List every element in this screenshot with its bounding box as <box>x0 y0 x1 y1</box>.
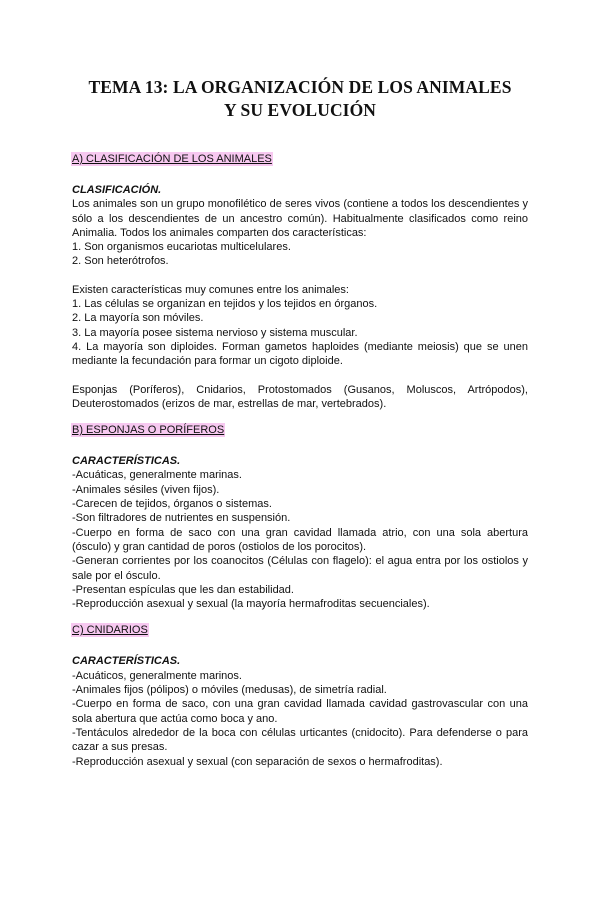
sponge-traits-list <box>72 468 528 611</box>
animal-groups: Esponjas (Poríferos), Cnidarios, Protostomados (Gusanos, Moluscos, Artrópodos), Deuterostomados (erizos de mar, estrellas de mar, vertebrados). <box>72 383 528 410</box>
section-c-heading: C) CNIDARIOS <box>72 624 148 637</box>
list-item: -Cuerpo en forma de saco con una gran cavidad llamada atrio, con una sola abertura (ósculo) y gran cantidad de poros (ostiolos de los porocitos). <box>72 526 528 553</box>
list-item: -Acuáticos, generalmente marinos. <box>72 669 242 682</box>
section-a-subheading: CLASIFICACIÓN. <box>72 184 162 196</box>
common-traits-intro: Existen características muy comunes entre los animales: <box>72 283 349 296</box>
list-item: -Son filtradores de nutrientes en suspensión. <box>72 512 291 525</box>
section-b <box>72 420 528 611</box>
list-item: 4. La mayoría son diploides. Forman gametos haploides (mediante meiosis) que se unen mediante la fecundación para formar un cigoto diploide. <box>72 340 528 368</box>
list-item: -Acuáticas, generalmente marinas. <box>72 469 242 482</box>
section-b-subheading: CARACTERÍSTICAS. <box>72 455 181 468</box>
list-item: -Cuerpo en forma de saco, con una gran cavidad llamada cavidad gastrovascular con una sola abertura que actúa como boca y ano. <box>72 698 528 725</box>
cnidarian-traits-list <box>72 669 528 769</box>
list-item: -Animales sésiles (viven fijos). <box>72 483 220 496</box>
title-line-2: Y SU EVOLUCIÓN <box>223 100 377 120</box>
list-item: 1. Son organismos eucariotas multicelulares. <box>72 241 291 254</box>
list-item: -Generan corrientes por los coanocitos (Células con flagelo): el agua entra por los ostiolos y sale por el ósculo. <box>72 555 528 582</box>
section-b-heading: B) ESPONJAS O PORÍFEROS <box>72 424 225 437</box>
list-item: 2. La mayoría son móviles. <box>72 312 204 325</box>
list-item: -Carecen de tejidos, órganos o sistemas. <box>72 498 272 511</box>
document-title <box>72 76 528 122</box>
section-c-subheading: CARACTERÍSTICAS. <box>72 655 181 668</box>
list-item: -Reproducción asexual y sexual (la mayoría hermafroditas secuenciales). <box>72 598 430 611</box>
section-c <box>72 620 528 768</box>
list-item: -Reproducción asexual y sexual (con separación de sexos o hermafroditas). <box>72 755 443 768</box>
section-a-heading: A) CLASIFICACIÓN DE LOS ANIMALES <box>72 153 272 165</box>
common-traits-list <box>72 297 528 368</box>
list-item: 2. Son heterótrofos. <box>72 255 169 268</box>
list-item: -Tentáculos alrededor de la boca con células urticantes (cnidocito). Para defenderse o para cazar a sus presas. <box>72 726 528 754</box>
shared-traits-list <box>72 240 528 269</box>
list-item: 1. Las células se organizan en tejidos y los tejidos en órganos. <box>72 298 378 311</box>
list-item: -Animales fijos (pólipos) o móviles (medusas), de simetría radial. <box>72 684 387 697</box>
section-a-intro: Los animales son un grupo monofilético de seres vivos (contiene a todos los descendientes y sólo a los descendientes de un ancestro común). Habitualmente clasificados como reino Animalia. Todos los animales comparten dos características: <box>72 198 528 239</box>
title-line-1: TEMA 13: LA ORGANIZACIÓN DE LOS ANIMALES <box>88 77 512 97</box>
list-item: -Presentan espículas que les dan estabilidad. <box>72 583 294 596</box>
list-item: 3. La mayoría posee sistema nervioso y sistema muscular. <box>72 326 358 339</box>
document-page <box>0 76 600 924</box>
section-a <box>72 149 528 411</box>
